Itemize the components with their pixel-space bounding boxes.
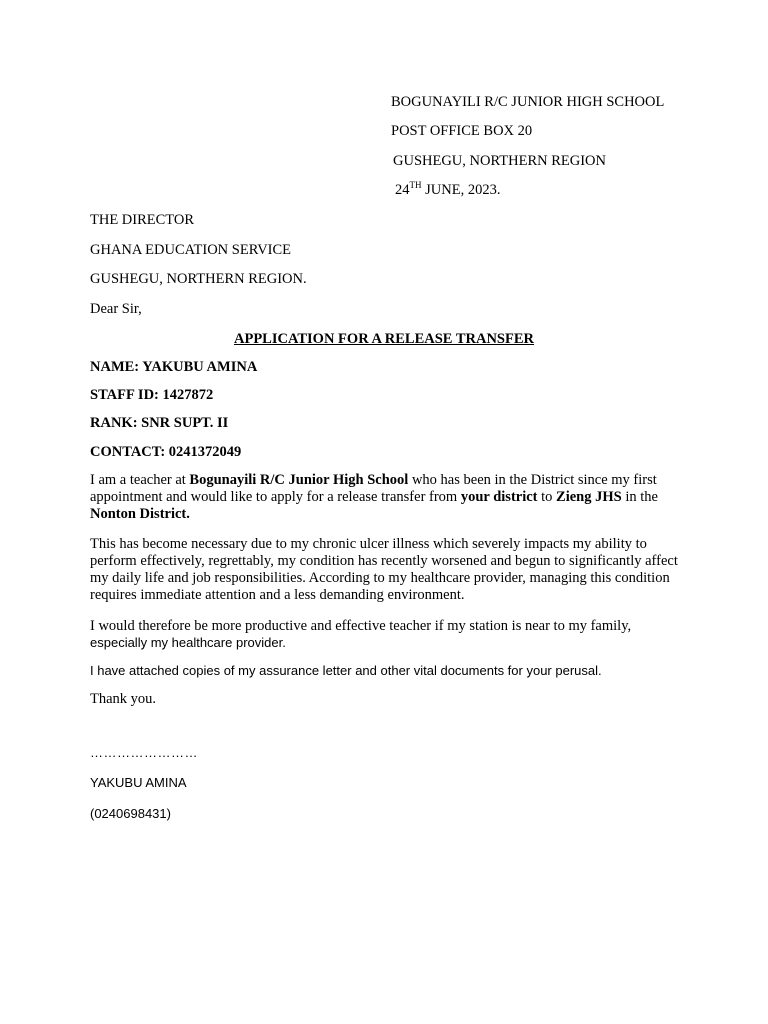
signature-phone: (0240698431)	[90, 806, 171, 821]
sender-location: GUSHEGU, NORTHERN REGION	[393, 153, 606, 169]
paragraph-1	[90, 472, 685, 523]
recipient-line2: GHANA EDUCATION SERVICE	[90, 242, 292, 258]
sender-school: BOGUNAYILI R/C JUNIOR HIGH SCHOOL	[391, 94, 665, 110]
letter-date	[395, 182, 500, 199]
p1-district: Nonton District.	[90, 506, 190, 522]
date-day: 24	[395, 182, 410, 198]
salutation: Dear Sir,	[90, 301, 142, 317]
detail-rank: RANK: SNR SUPT. II	[90, 415, 229, 431]
letter-subject: APPLICATION FOR A RELEASE TRANSFER	[234, 331, 534, 347]
signature-name: YAKUBU AMINA	[90, 775, 187, 790]
sender-box: POST OFFICE BOX 20	[391, 123, 533, 139]
recipient-line3: GUSHEGU, NORTHERN REGION.	[90, 271, 307, 287]
detail-contact: CONTACT: 0241372049	[90, 444, 242, 460]
p1-text-4: in the	[621, 489, 658, 505]
p1-text-3: to	[537, 489, 557, 505]
p1-text-1: I am a teacher at	[90, 472, 190, 488]
signature-line: ……………………	[90, 745, 198, 760]
date-rest: JUNE, 2023.	[421, 182, 501, 198]
paragraph-4: I have attached copies of my assurance letter and other vital documents for your perusal.	[90, 663, 602, 678]
p1-to-school: Zieng JHS	[556, 489, 622, 505]
recipient-line1: THE DIRECTOR	[90, 212, 195, 228]
p1-text-2: who has been in the District since my first appointment and would like to apply for a release transfer from	[90, 472, 657, 505]
detail-name: NAME: YAKUBU AMINA	[90, 359, 258, 375]
date-suffix: TH	[409, 180, 422, 191]
paragraph-3-line1: I would therefore be more productive and effective teacher if my station is near to my family,	[90, 618, 632, 634]
p1-from: your district	[460, 489, 538, 505]
paragraph-3-line2: especially my healthcare provider.	[90, 635, 286, 650]
closing: Thank you.	[90, 691, 157, 707]
detail-staff-id: STAFF ID: 1427872	[90, 387, 214, 403]
p1-school: Bogunayili R/C Junior High School	[189, 472, 409, 488]
paragraph-2: This has become necessary due to my chronic ulcer illness which severely impacts my ability to perform effectively, regrettably, my condition has recently worsened and begun to significantly affect my daily life and job responsibilities. According to my healthcare provider, managing this condition requires immediate attention and a less demanding environment.	[90, 536, 678, 603]
